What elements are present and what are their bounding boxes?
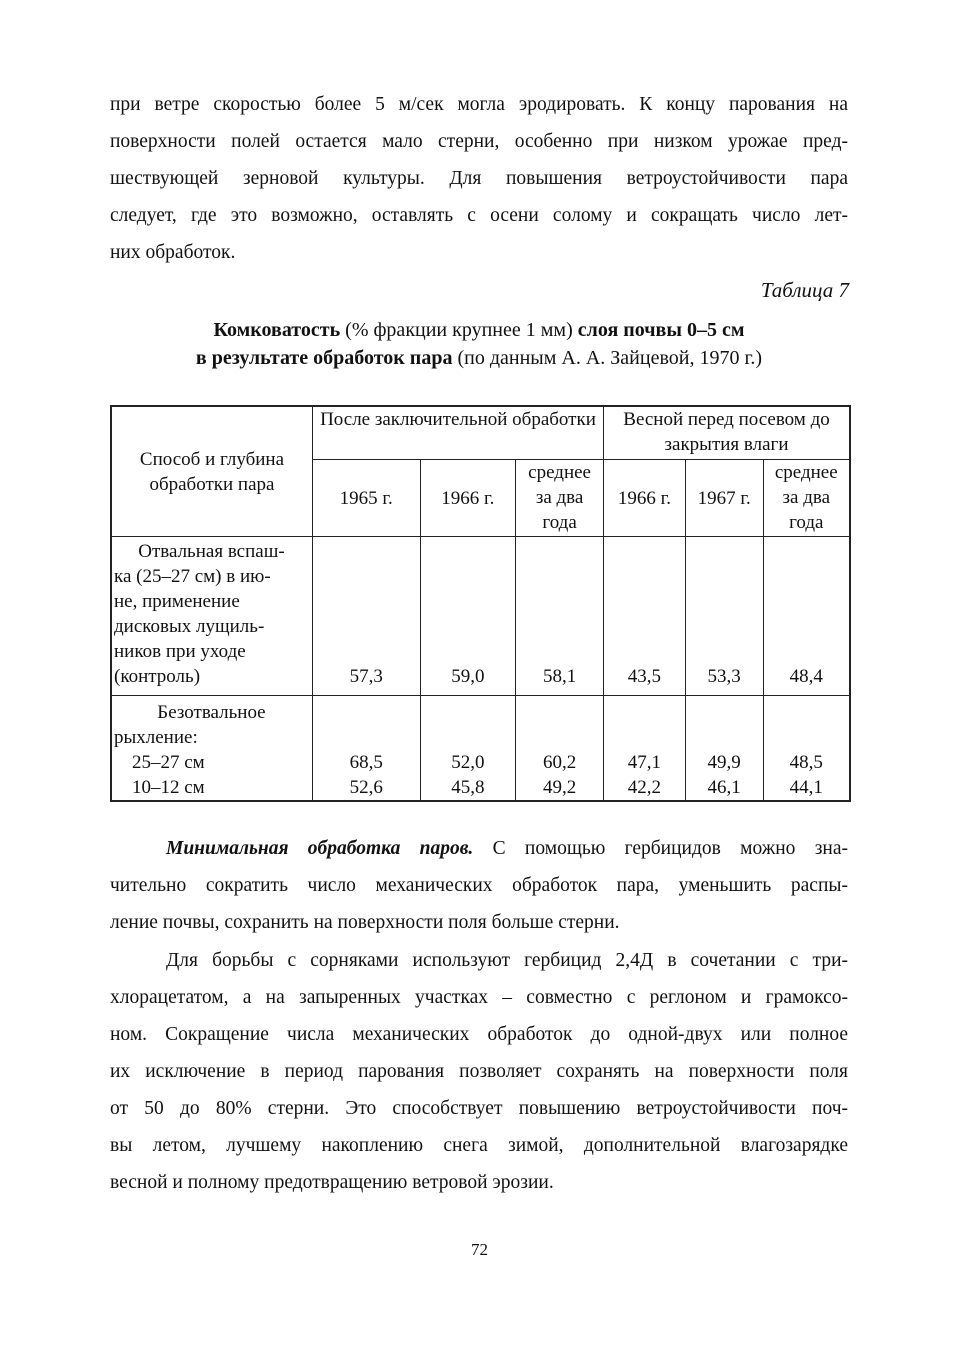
text-line: хлорацетатом, а на запыренных участках – совместно с реглоном и грамоксо- [110, 987, 848, 1008]
text-line: их исключение в период парования позволяет сохранять на поверхности поля [110, 1061, 848, 1082]
row-label [111, 696, 312, 802]
table-cell: 53,3 [685, 537, 763, 696]
header-1965: 1965 г. [312, 460, 420, 537]
table-value: 52,6 [349, 777, 383, 798]
header-group-after: После заключительной обработки [312, 406, 603, 460]
header-average: среднее за два года [763, 460, 850, 537]
row-label-line: ников при уходе [114, 641, 246, 662]
table-value: 48,5 [789, 752, 823, 773]
table-value: 60,2 [542, 752, 577, 773]
header-group-spring: Весной перед посевом до закрытия влаги [604, 406, 850, 460]
row-label-line: Отвальная вспаш- [138, 541, 285, 562]
row-label-line: не, применение [114, 591, 240, 612]
header-1966: 1966 г. [604, 460, 686, 537]
table-cell: 57,3 [312, 537, 420, 696]
table-title-bold: Комковатость [213, 319, 341, 341]
table-cell: 59,0 [420, 537, 516, 696]
text-line: ление почвы, сохранить на поверхности поля больше стерни. [110, 912, 620, 933]
paragraph-herbicides [110, 942, 848, 1201]
table-header-row [111, 406, 850, 460]
row-label-line: (контроль) [114, 666, 201, 687]
table-caption: Таблица 7 [760, 278, 849, 302]
table-value: 49,9 [707, 752, 741, 773]
row-label-line: 10–12 см [132, 777, 205, 798]
table-value: 49,2 [542, 777, 577, 798]
text-line: них обработок. [110, 242, 236, 263]
table-cell: 43,5 [604, 537, 686, 696]
table-value: 47,1 [627, 752, 662, 773]
text-span: С помощью гербицидов можно зна- [473, 838, 848, 859]
paragraph-minimal-tillage [110, 830, 848, 941]
text-line: поверхности полей остается мало стерни, особенно при низком урожае пред- [110, 131, 848, 152]
table-cell [604, 696, 686, 802]
header-1966: 1966 г. [420, 460, 516, 537]
text-line: следует, где это возможно, оставлять с осени солому и сокращать число лет- [110, 205, 848, 226]
table-cell: 58,1 [516, 537, 604, 696]
table-row [111, 696, 850, 802]
table-row [111, 537, 850, 696]
paragraph-lead: Минимальная обработка паров. [166, 838, 474, 859]
table-cell [685, 696, 763, 802]
row-label-line: 25–27 см [132, 752, 205, 773]
header-average: среднее за два года [516, 460, 604, 537]
text-line: ном. Сокращение числа механических обработок до одной-двух или полное [110, 1024, 848, 1045]
text-line: шествующей зерновой культуры. Для повышения ветроустойчивости пара [110, 168, 848, 189]
table-title-text: (по данным А. А. Зайцевой, 1970 г.) [452, 347, 763, 369]
text-line: вы летом, лучшему накоплению снега зимой, дополнительной влагозарядке [110, 1135, 848, 1156]
table-value: 46,1 [707, 777, 741, 798]
table-value: 52,0 [451, 752, 485, 773]
table-value: 45,8 [451, 777, 485, 798]
paragraph-top [110, 86, 848, 271]
text-line: чительно сократить число механических обработок пара, уменьшить распы- [110, 875, 848, 896]
table-value: 68,5 [349, 752, 383, 773]
table-value: 44,1 [789, 777, 823, 798]
row-label-line: рыхление: [114, 727, 198, 748]
table-cell [516, 696, 604, 802]
text-line: весной и полному предотвращению ветровой эрозии. [110, 1172, 554, 1193]
text-line: Для борьбы с сорняками используют гербицид 2,4Д в сочетании с три- [166, 950, 848, 971]
row-label-line: Безотвальное [157, 702, 266, 723]
header-1967: 1967 г. [685, 460, 763, 537]
table-cell [763, 696, 850, 802]
table-cell: 48,4 [763, 537, 850, 696]
data-table [110, 405, 851, 802]
table-value: 42,2 [627, 777, 662, 798]
table-cell [420, 696, 516, 802]
table-title-bold: в результате обработок пара [195, 347, 453, 369]
row-label [111, 537, 312, 696]
table-title-text: (% фракции крупнее 1 мм) [340, 319, 578, 341]
header-method: Способ и глубина обработки пара [111, 406, 312, 537]
row-label-line: ка (25–27 см) в ию- [114, 566, 271, 587]
table-title [110, 316, 848, 372]
row-label-line: дисковых лущиль- [114, 616, 265, 637]
text-line: от 50 до 80% стерни. Это способствует повышению ветроустойчивости поч- [110, 1098, 848, 1119]
table-cell [312, 696, 420, 802]
text-line [110, 830, 848, 867]
table-title-bold: слоя почвы 0–5 см [577, 319, 745, 341]
text-line: при ветре скоростью более 5 м/сек могла эродировать. К концу парования на [110, 94, 848, 115]
page-number: 72 [471, 1240, 488, 1259]
